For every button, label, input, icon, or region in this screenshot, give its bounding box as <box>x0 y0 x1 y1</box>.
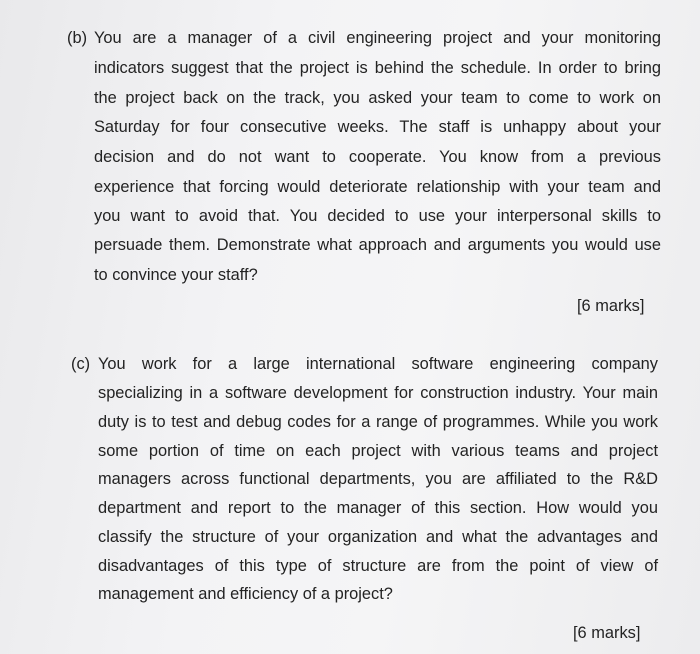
question-c-marks: [6 marks] <box>573 624 641 642</box>
question-b-line: Saturday for four consecutive weeks. The staff is unhappy about your <box>94 118 661 136</box>
question-b-line: persuade them. Demonstrate what approach and arguments you would use <box>94 236 661 254</box>
question-c-line: department and report to the manager of this section. How would you <box>98 499 658 517</box>
question-b-line: experience that forcing would deteriorate relationship with your team and <box>94 178 661 196</box>
question-b-line: to convince your staff? <box>94 266 258 284</box>
question-b-line: the project back on the track, you asked your team to come to work on <box>94 89 661 107</box>
question-c-line: some portion of time on each project with various teams and project <box>98 442 658 460</box>
question-c-line: You work for a large international software engineering company <box>98 355 658 373</box>
question-c-line: specializing in a software development for construction industry. Your main <box>98 384 658 402</box>
question-b-line: indicators suggest that the project is behind the schedule. In order to bring <box>94 59 661 77</box>
question-c-line: duty is to test and debug codes for a range of programmes. While you work <box>98 413 658 431</box>
question-b-line: decision and do not want to cooperate. You know from a previous <box>94 148 661 166</box>
question-c-line: managers across functional departments, you are affiliated to the R&D <box>98 470 658 488</box>
question-c-line: classify the structure of your organization and what the advantages and <box>98 528 658 546</box>
question-c-line: disadvantages of this type of structure are from the point of view of <box>98 557 658 575</box>
question-c-line: management and efficiency of a project? <box>98 585 393 603</box>
question-b-label: (b) <box>67 29 88 47</box>
question-b-line: you want to avoid that. You decided to use your interpersonal skills to <box>94 207 661 225</box>
question-c-label: (c) <box>71 355 91 373</box>
question-b-marks: [6 marks] <box>577 297 645 315</box>
question-b-line: You are a manager of a civil engineering project and your monitoring <box>94 29 661 47</box>
